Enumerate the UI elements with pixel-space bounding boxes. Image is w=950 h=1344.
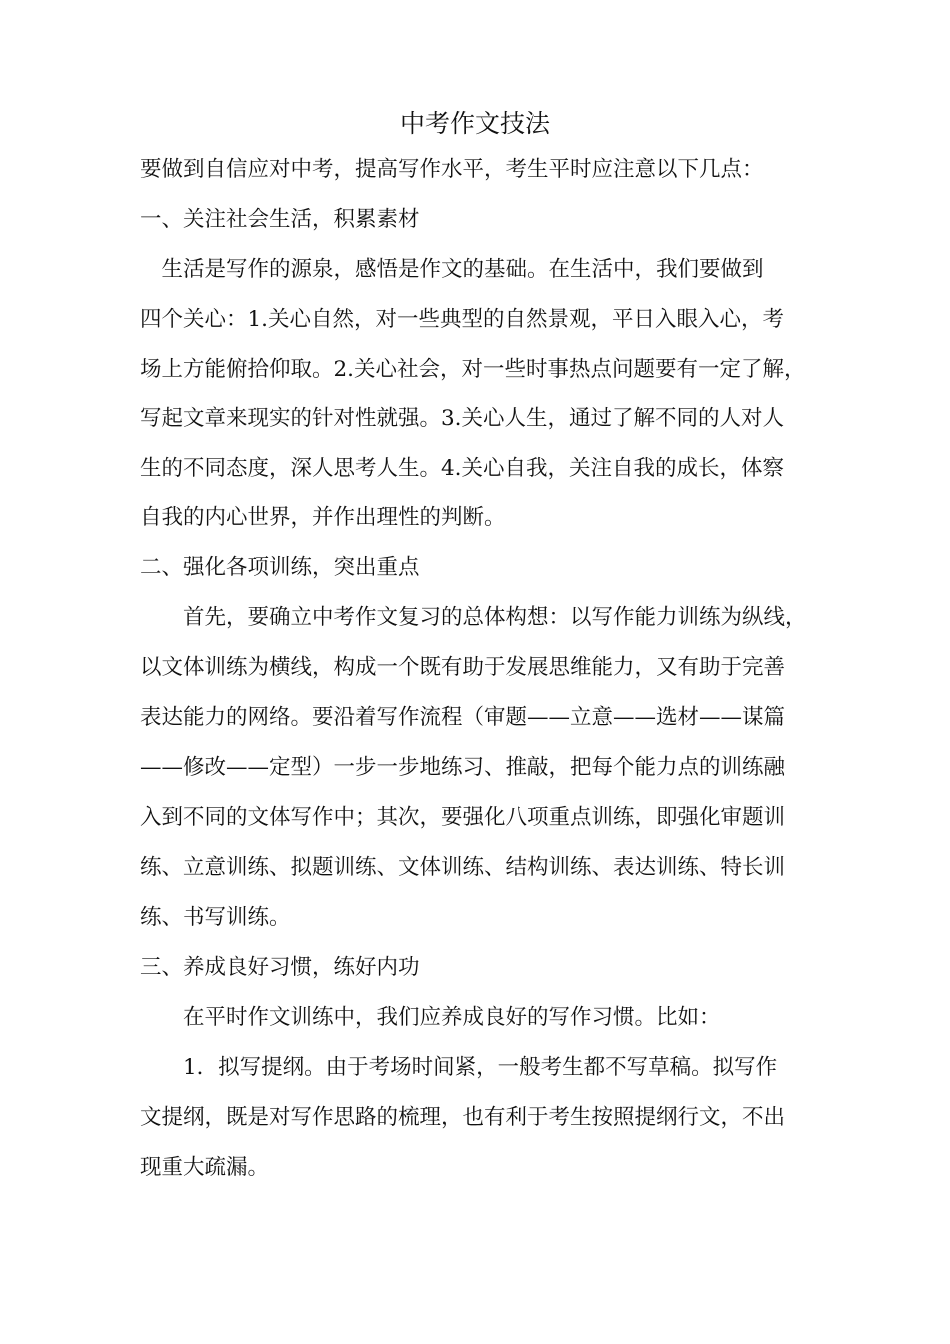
- section-heading: 一、关注社会生活，积累素材: [140, 207, 420, 232]
- paragraph-line: ——修改——定型）一步一步地练习、推敲，把每个能力点的训练融: [140, 755, 786, 780]
- paragraph-line: 写起文章来现实的针对性就强。3.关心人生，通过了解不同的人对人: [140, 406, 785, 431]
- paragraph-line: 练、书写训练。: [140, 905, 291, 930]
- paragraph-line: 表达能力的网络。要沿着写作流程（审题——立意——选材——谋篇: [140, 705, 786, 730]
- paragraph-line: 自我的内心世界，并作出理性的判断。: [140, 505, 506, 530]
- section-heading: 二、强化各项训练，突出重点: [140, 555, 420, 580]
- paragraph-line: 生的不同态度，深人思考人生。4.关心自我，关注自我的成长，体察: [140, 456, 785, 481]
- document-title: 中考作文技法: [399, 109, 550, 138]
- paragraph-line: 入到不同的文体写作中；其次，要强化八项重点训练，即强化审题训: [140, 805, 786, 830]
- paragraph-line: 生活是写作的源泉，感悟是作文的基础。在生活中，我们要做到: [140, 257, 764, 282]
- paragraph-line: 现重大疏漏。: [140, 1155, 270, 1180]
- paragraph-line: 练、立意训练、拟题训练、文体训练、结构训练、表达训练、特长训: [140, 855, 786, 880]
- paragraph-line: 要做到自信应对中考，提高写作水平，考生平时应注意以下几点：: [140, 157, 764, 182]
- paragraph-line: 首先，要确立中考作文复习的总体构想：以写作能力训练为纵线，: [140, 605, 807, 630]
- paragraph-line: 1．拟写提纲。由于考场时间紧，一般考生都不写草稿。拟写作: [140, 1055, 778, 1080]
- paragraph-line: 文提纲，既是对写作思路的梳理，也有利于考生按照提纲行文，不出: [140, 1105, 786, 1130]
- paragraph-line: 以文体训练为横线，构成一个既有助于发展思维能力，又有助于完善: [140, 655, 786, 680]
- paragraph-line: 场上方能俯拾仰取。2.关心社会，对一些时事热点问题要有一定了解，: [140, 357, 806, 382]
- paragraph-line: 四个关心：1.关心自然，对一些典型的自然景观，平日入眼入心，考: [140, 307, 785, 332]
- section-heading: 三、养成良好习惯，练好内功: [140, 955, 420, 980]
- paragraph-line: 在平时作文训练中，我们应养成良好的写作习惯。比如：: [140, 1005, 721, 1030]
